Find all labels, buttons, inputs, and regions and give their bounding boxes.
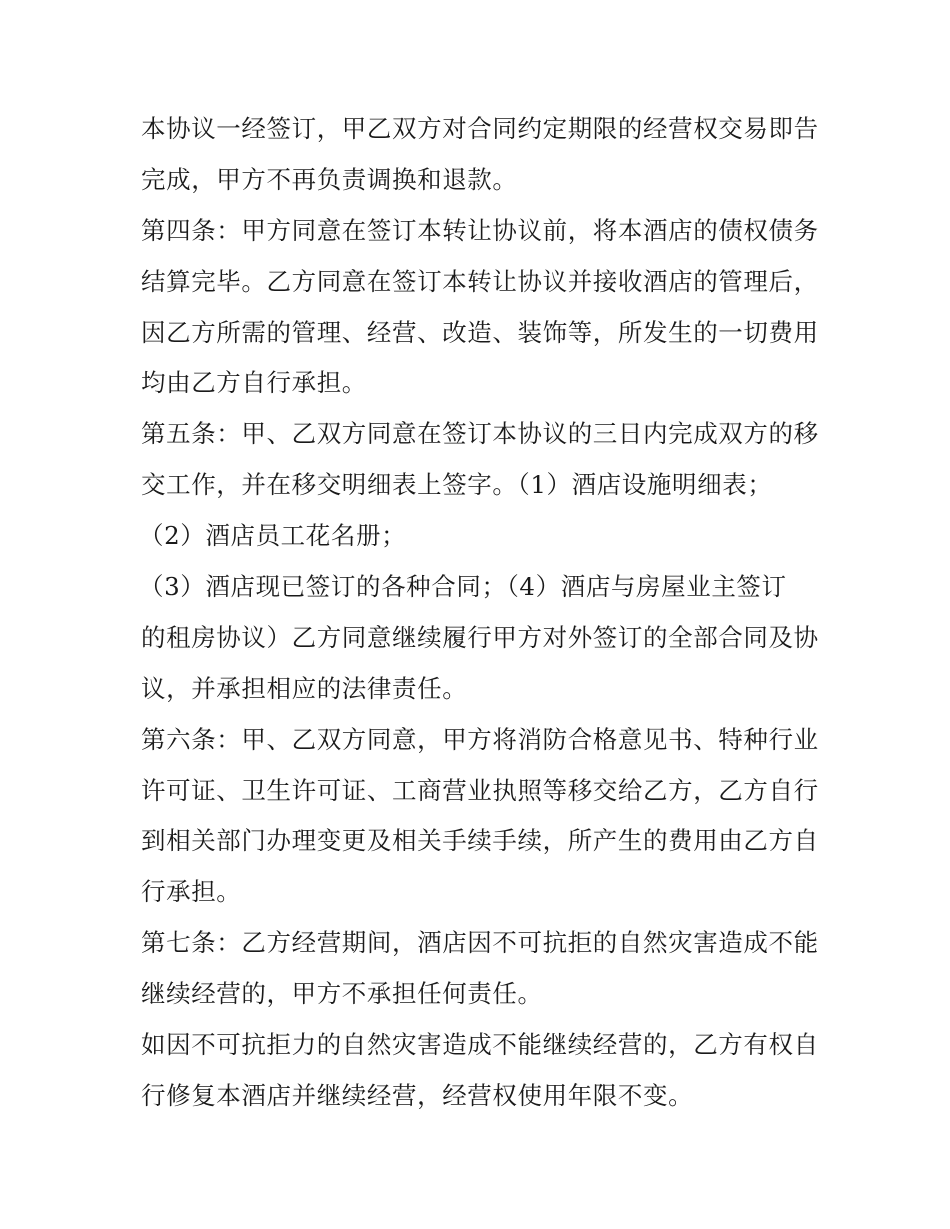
- article-6-line: 第六条：甲、乙双方同意，甲方将消防合格意见书、特种行业: [141, 724, 819, 754]
- text-line: 的租房协议）乙方同意继续履行甲方对外签订的全部合同及协: [141, 622, 819, 652]
- text-line: 交工作，并在移交明细表上签字。（1）酒店设施明细表；: [141, 470, 773, 500]
- text-line: 完成，甲方不再负责调换和退款。: [141, 164, 518, 194]
- text-line: 行修复本酒店并继续经营，经营权使用年限不变。: [141, 1080, 694, 1110]
- list-item-line: （3）酒店现已签订的各种合同；（4）酒店与房屋业主签订: [139, 572, 787, 602]
- text-line: 结算完毕。乙方同意在签订本转让协议并接收酒店的管理后，: [141, 266, 819, 296]
- document-body: [141, 104, 821, 1122]
- text-line: 均由乙方自行承担。: [141, 368, 367, 398]
- text-line: 行承担。: [141, 877, 242, 907]
- list-item-line: （2）酒店员工花名册；: [139, 521, 407, 551]
- text-line: 许可证、卫生许可证、工商营业执照等移交给乙方，乙方自行: [141, 775, 819, 805]
- text-line: 继续经营的，甲方不承担任何责任。: [141, 979, 543, 1009]
- text-line: 如因不可抗拒力的自然灾害造成不能继续经营的，乙方有权自: [141, 1030, 819, 1060]
- article-5-line: 第五条：甲、乙双方同意在签订本协议的三日内完成双方的移: [141, 419, 819, 449]
- article-4-line: 第四条：甲方同意在签订本转让协议前，将本酒店的债权债务: [141, 215, 819, 245]
- article-7-line: 第七条：乙方经营期间，酒店因不可抗拒的自然灾害造成不能: [141, 928, 819, 958]
- text-line: 因乙方所需的管理、经营、改造、装饰等，所发生的一切费用: [141, 317, 819, 347]
- text-line: 到相关部门办理变更及相关手续手续，所产生的费用由乙方自: [141, 826, 819, 856]
- text-line: 议，并承担相应的法律责任。: [141, 673, 468, 703]
- text-line: 本协议一经签订，甲乙双方对合同约定期限的经营权交易即告: [141, 114, 819, 143]
